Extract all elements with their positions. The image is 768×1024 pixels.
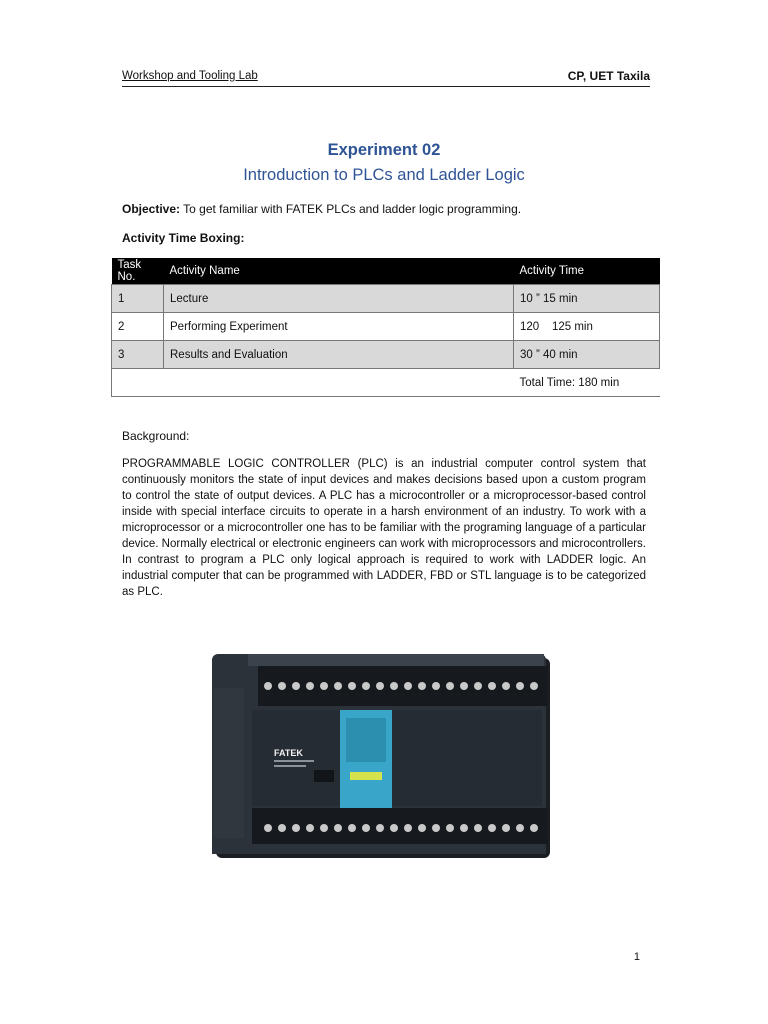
table-row (112, 341, 660, 369)
activity-table (111, 258, 660, 397)
objective-text: To get familiar with FATEK PLCs and ladder logic programming. (180, 202, 522, 216)
page-header (122, 70, 650, 88)
objective-label: Objective: (122, 202, 181, 216)
activity-time-boxing-heading: Activity Time Boxing: (122, 231, 245, 245)
activity-time: 120 125 min (514, 313, 660, 341)
task-no: 2 (112, 313, 164, 341)
total-time: Total Time: 180 min (514, 369, 660, 397)
header-lab-name: Workshop and Tooling Lab (122, 70, 258, 82)
activity-time: 30 ” 40 min (514, 341, 660, 369)
fatek-plc-image (212, 648, 552, 860)
col-activity-time: Activity Time (514, 258, 660, 285)
experiment-number: Experiment 02 (327, 141, 441, 159)
activity-name: Results and Evaluation (164, 341, 514, 369)
background-heading: Background: (122, 429, 190, 443)
experiment-title: Introduction to PLCs and Ladder Logic (243, 166, 525, 184)
objective (122, 202, 521, 216)
table-row (112, 313, 660, 341)
task-no: 1 (112, 285, 164, 313)
col-activity-name: Activity Name (164, 258, 514, 285)
fatek-logo: FATEK (274, 748, 303, 758)
background-paragraph: PROGRAMMABLE LOGIC CONTROLLER (PLC) is an industrial computer control system that continuously monitors the state of input devices and makes decisions based upon a custom program to control the state of output devices. A PLC has a microcontroller or a microprocessor-based control inside with special interface circuits to operate in a harsh environment of an industry. To work with a microprocessor or a microcontroller one has to be familiar with the programing language of a particular device. Normally electrical or electronic engineers can work with microprocessors and microcontrollers. In contrast to program a PLC only logical approach is required to work with LADDER logic. An industrial computer that can be programmed with LADDER, FBD or STL language is to be categorized as PLC. (122, 458, 646, 598)
header-institution: CP, UET Taxila (567, 69, 650, 83)
total-row (112, 369, 660, 397)
col-task-no: Task No. (112, 258, 164, 285)
activity-name: Performing Experiment (164, 313, 514, 341)
activity-name: Lecture (164, 285, 514, 313)
table-header-row (112, 258, 660, 285)
page-number: 1 (633, 951, 640, 963)
task-no: 3 (112, 341, 164, 369)
activity-time: 10 ” 15 min (514, 285, 660, 313)
header-rule (122, 86, 650, 87)
table-row (112, 285, 660, 313)
